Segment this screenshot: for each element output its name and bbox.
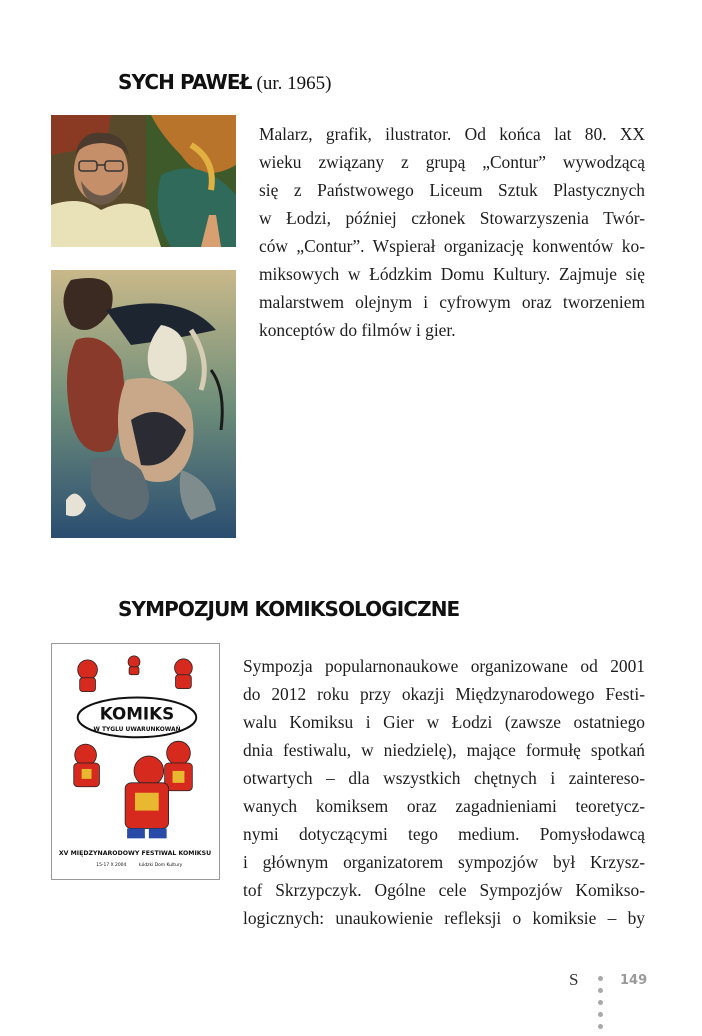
page-dots-decoration (598, 976, 603, 1036)
poster-subtitle: W TYGLU UWARUNKOWAŃ (93, 726, 181, 734)
entry-name: SYCH PAWEŁ (118, 70, 252, 94)
text-line: konceptów do filmów i gier. (259, 320, 456, 340)
portrait-photo (51, 115, 236, 247)
entry-text-sympozjum (243, 652, 645, 932)
text-line: w Łodzi, później członek Stowarzyszenia Twór- (259, 208, 645, 228)
text-line: tof Skrzypczyk. Ogólne cele Sympozjów Komikso- (243, 880, 645, 900)
text-line: i głównym organizatorem sympozjów był Krzysz- (243, 852, 645, 872)
section-letter: S (569, 970, 579, 989)
text-line: otwartych – dla wszystkich chętnych i zaintereso- (243, 768, 645, 788)
text-line: Sympozja popularnonaukowe organizowane od 2001 (243, 656, 645, 676)
text-line: do 2012 roku przy okazji Międzynarodowego Festi- (243, 684, 645, 704)
text-line: Malarz, grafik, ilustrator. Od końca lat 80. XX (259, 124, 645, 144)
text-line: dnia festiwalu, w niedzielę), mające formułę spotkań (243, 740, 645, 760)
text-line: malarstwem olejnym i cyfrowym oraz tworzeniem (259, 292, 645, 312)
text-line: wieku związany z grupą „Contur” wywodzącą (259, 152, 645, 172)
entry-name: SYMPOZJUM KOMIKSOLOGICZNE (118, 597, 460, 621)
page-number: 149 (620, 973, 648, 988)
text-line: miksowych w Łódzkim Domu Kultury. Zajmuje się (259, 264, 645, 284)
poster-venue: Łódzki Dom Kultury (139, 863, 183, 869)
poster-title: KOMIKS (99, 703, 175, 724)
text-line: logicznych: unaukowienie refleksji o komiksie – by (243, 908, 645, 928)
text-line: wanych komiksem oraz zagadnieniami teoretycz- (243, 796, 645, 816)
text-line: walu Komiksu i Gier w Łodzi (zawsze ostatniego (243, 712, 645, 732)
entry-text-sych (259, 120, 645, 344)
text-line: ców „Contur”. Wspierał organizację konwentów ko- (259, 236, 645, 256)
text-line: nymi dotyczącymi tego medium. Pomysłodawcą (243, 824, 645, 844)
entry-heading-sympozjum (118, 597, 459, 621)
entry-heading-sych (118, 70, 331, 95)
poster-date: 15-17 X 2004 (96, 863, 127, 869)
poster-festival: XV MIĘDZYNARODOWY FESTIWAL KOMIKSU (58, 850, 212, 858)
entry-years: (ur. 1965) (256, 73, 332, 94)
surreal-painting (51, 270, 236, 538)
text-line: się z Państwowego Liceum Sztuk Plastycznych (259, 180, 645, 200)
festival-poster (51, 643, 220, 880)
